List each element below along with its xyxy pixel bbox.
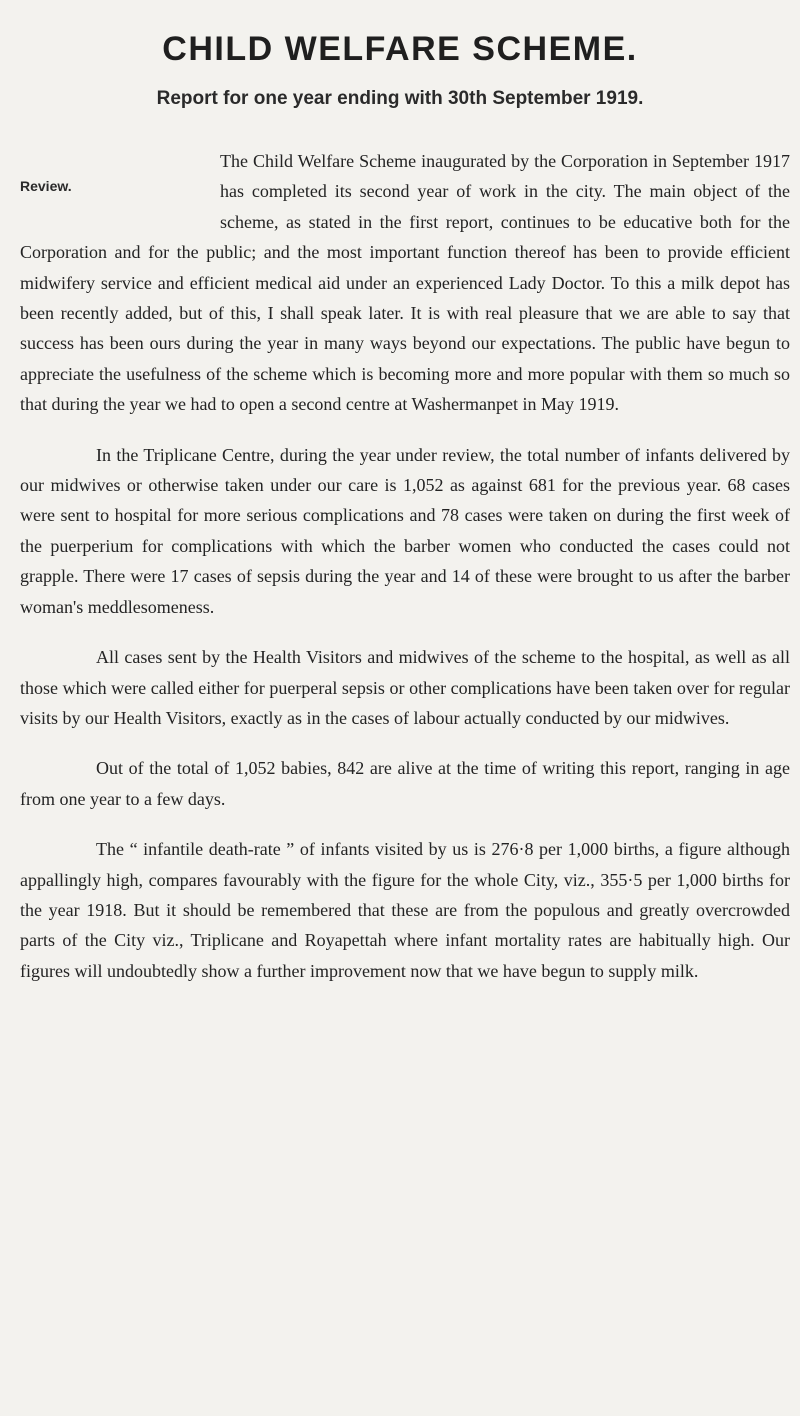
report-subtitle: Report for one year ending with 30th September 1919.: [156, 88, 644, 109]
margin-note-review: Review.: [20, 178, 72, 194]
paragraph-babies-alive: Out of the total of 1,052 babies, 842 are alive at the time of writing this report, ranging in age from one year to a few days.: [20, 758, 790, 809]
margin-spacer: [20, 146, 220, 236]
paragraph-review: The Child Welfare Scheme inaugurated by the Corporation in September 1917 has completed its second year of work in the city. The main object of the scheme, as stated in the first report, continues to be educative both for the Corporation and for the public; and the most important function thereof has been to provide efficient midwifery service and efficient medical aid under an experienced Lady Doctor. To this a milk depot has been recently added, but of this, I shall speak later. It is with real pleasure that we are able to say that success has been ours during the year in many ways beyond our expectations. The public have begun to appreciate the usefulness of the scheme which is becoming more and more popular with them so much so that during the year we had to open a second centre at Washermanpet in May 1919.: [20, 151, 790, 415]
paragraph-death-rate: The “ infantile death-rate ” of infants visited by us is 276·8 per 1,000 births, a figure although appallingly high, compares favourably with the figure for the whole City, viz., 355·5 per 1,000 births for the year 1918. But it should be remembered that these are from the populous and greatly overcrowded parts of the City viz., Triplicane and Royapettah where infant mortality rates are habitually high. Our figures will undoubtedly show a further improvement now that we have begun to supply milk.: [20, 839, 790, 981]
paragraph-triplicane-centre: In the Triplicane Centre, during the year under review, the total number of infants delivered by our midwives or otherwise taken under our care is 1,052 as against 681 for the previous year. 68 cases were sent to hospital for more serious complications and 78 cases were taken on during the first week of the puerperium for complications with which the barber women who conducted the cases could not grapple. There were 17 cases of sepsis during the year and 14 of these were brought to us after the barber woman's meddlesomeness.: [20, 444, 790, 617]
report-body: [20, 146, 790, 1006]
page-title: CHILD WELFARE SCHEME.: [162, 30, 638, 68]
paragraph-health-visitors: All cases sent by the Health Visitors and midwives of the scheme to the hospital, as well as all those which were called either for puerperal sepsis or other complications have been taken over for regular visits by our Health Visitors, exactly as in the cases of labour actually conducted by our midwives.: [20, 647, 790, 728]
